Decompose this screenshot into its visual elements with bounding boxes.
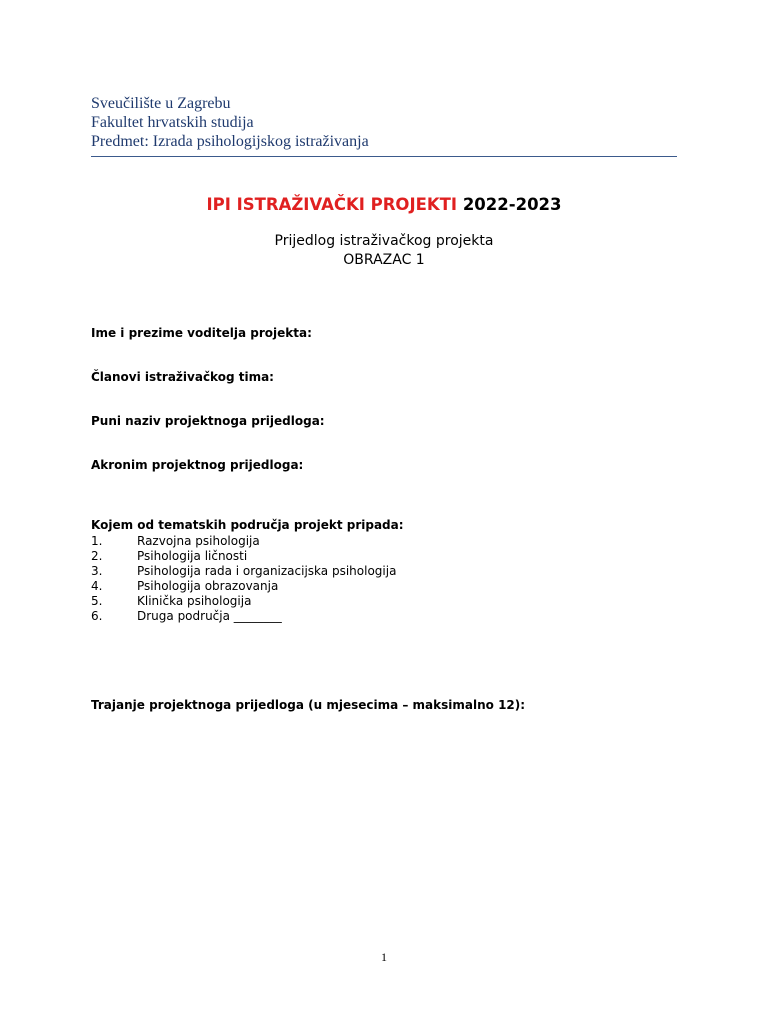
title-main: IPI ISTRAŽIVAČKI PROJEKTI	[206, 195, 458, 214]
list-item-label: Psihologija obrazovanja	[137, 579, 279, 593]
university-name: Sveučilište u Zagrebu	[91, 95, 231, 112]
subtitle-line-2: OBRAZAC 1	[343, 252, 425, 268]
page-title	[0, 195, 768, 214]
list-item-number: 3.	[91, 564, 103, 578]
list-item-number: 4.	[91, 579, 103, 593]
form-subtitle	[0, 232, 768, 270]
field-acronym-label: Akronim projektnog prijedloga:	[91, 458, 304, 472]
list-item-label: Razvojna psihologija	[137, 534, 260, 548]
thematic-area-list	[91, 534, 396, 624]
list-item	[91, 564, 396, 579]
list-item-number: 1.	[91, 534, 103, 548]
field-duration-label: Trajanje projektnoga prijedloga (u mjesecima – maksimalno 12):	[91, 698, 526, 712]
course-name: Predmet: Izrada psihologijskog istraživanja	[91, 133, 369, 150]
faculty-name: Fakultet hrvatskih studija	[91, 114, 254, 131]
list-item	[91, 549, 396, 564]
list-item-number: 6.	[91, 609, 103, 623]
title-year: 2022-2023	[462, 195, 562, 214]
list-item-label: Klinička psihologija	[137, 594, 252, 608]
field-thematic-area-label: Kojem od tematskih područja projekt pripada:	[91, 518, 404, 532]
subtitle-line-1: Prijedlog istraživačkog projekta	[274, 233, 494, 249]
list-item	[91, 534, 396, 549]
list-item	[91, 579, 396, 594]
field-team-label: Članovi istraživačkog tima:	[91, 370, 274, 384]
page-number: 1	[381, 950, 387, 964]
list-item-number: 5.	[91, 594, 103, 608]
list-item	[91, 594, 396, 609]
list-item-label: Psihologija rada i organizacijska psihologija	[137, 564, 397, 578]
list-item-number: 2.	[91, 549, 103, 563]
list-item-label: Druga područja ________	[137, 609, 282, 623]
list-item	[91, 609, 396, 624]
field-full-title-label: Puni naziv projektnoga prijedloga:	[91, 414, 325, 428]
header-divider	[91, 156, 677, 157]
list-item-label: Psihologija ličnosti	[137, 549, 248, 563]
field-leader-label: Ime i prezime voditelja projekta:	[91, 326, 312, 340]
document-header	[91, 94, 677, 151]
